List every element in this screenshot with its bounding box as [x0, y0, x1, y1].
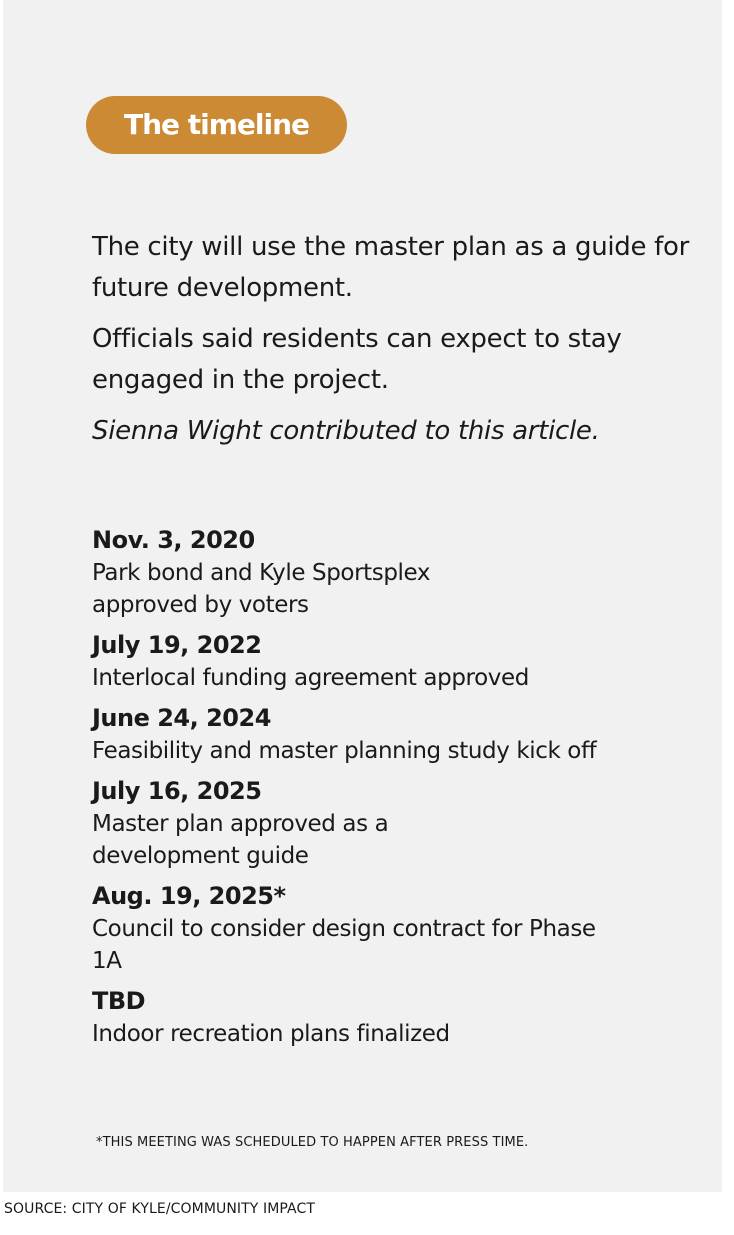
timeline-panel [3, 0, 722, 1192]
contributor-credit: Sienna Wight contributed to this article. [92, 416, 600, 446]
timeline-item [92, 774, 712, 872]
intro-paragraph: The city will use the master plan as a guide for future development. [92, 232, 690, 303]
intro-paragraph: Officials said residents can expect to stay engaged in the project. [92, 324, 622, 395]
timeline-date: Nov. 3, 2020 [92, 526, 255, 554]
intro-text [92, 227, 702, 462]
footnote: *THIS MEETING WAS SCHEDULED TO HAPPEN AFTER PRESS TIME. [96, 1135, 529, 1150]
timeline-description: Interlocal funding agreement approved [92, 665, 529, 691]
timeline-description: Indoor recreation plans finalized [92, 1021, 450, 1047]
timeline-item [92, 628, 712, 694]
timeline-item [92, 984, 712, 1050]
timeline-date: June 24, 2024 [92, 704, 271, 732]
timeline-description: Park bond and Kyle Sportsplex approved by voters [92, 560, 431, 618]
timeline-description: Feasibility and master planning study kick off [92, 738, 597, 764]
timeline-item [92, 523, 712, 621]
timeline-item [92, 879, 712, 977]
timeline-description: Council to consider design contract for Phase 1A [92, 916, 596, 974]
timeline-title-badge: The timeline [86, 96, 347, 154]
timeline-date: July 19, 2022 [92, 631, 262, 659]
source-credit: SOURCE: CITY OF KYLE/COMMUNITY IMPACT [4, 1201, 316, 1217]
timeline-list [92, 523, 712, 1057]
timeline-description: Master plan approved as a development guide [92, 811, 389, 869]
timeline-date: TBD [92, 987, 146, 1015]
timeline-date: Aug. 19, 2025* [92, 882, 286, 910]
timeline-item [92, 701, 712, 767]
timeline-date: July 16, 2025 [92, 777, 262, 805]
